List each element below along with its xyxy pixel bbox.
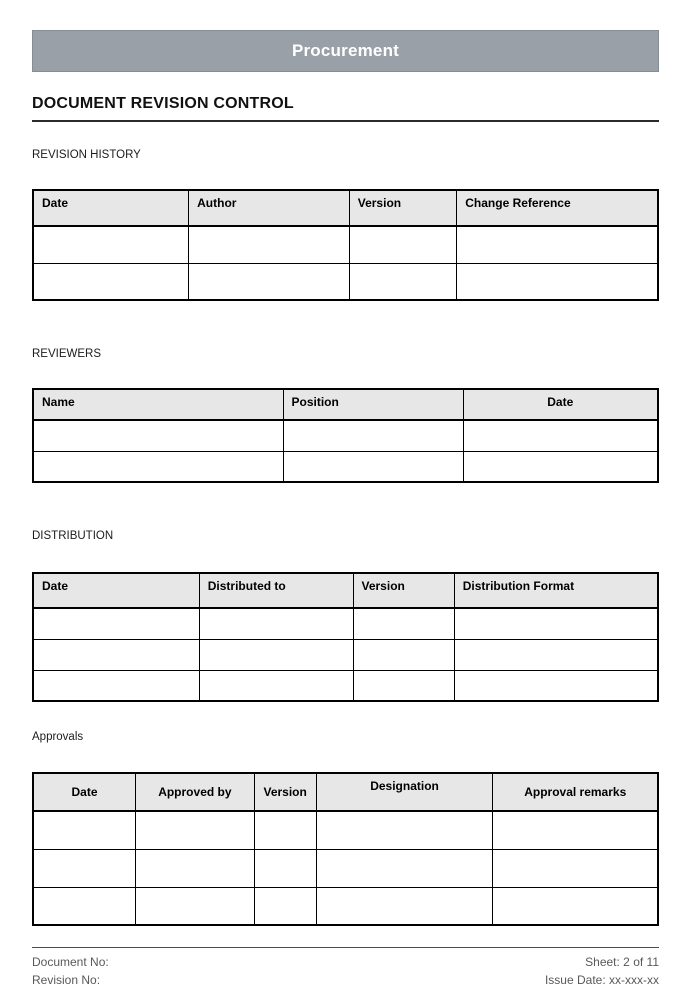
issue-date-label: Issue Date: xx-xxx-xx	[544, 973, 659, 987]
empty-cell	[33, 811, 136, 849]
header-row	[33, 190, 658, 226]
revision-no-label: Revision No:	[32, 973, 101, 987]
header-cell-position: Position	[283, 389, 463, 420]
empty-cell	[33, 670, 199, 701]
empty-cell	[316, 811, 493, 849]
empty-cell	[457, 263, 658, 300]
page-footer	[32, 947, 659, 989]
table-row	[33, 639, 658, 670]
table-row	[33, 451, 658, 482]
empty-cell	[33, 887, 136, 925]
empty-cell	[316, 849, 493, 887]
header-cell-date: Date	[33, 773, 136, 811]
empty-cell	[254, 849, 316, 887]
empty-cell	[33, 608, 199, 639]
empty-cell	[353, 670, 454, 701]
revision-history-table	[32, 189, 659, 301]
empty-cell	[463, 451, 658, 482]
empty-cell	[136, 849, 255, 887]
header-cell-approved-by: Approved by	[136, 773, 255, 811]
table-row	[33, 226, 658, 263]
distribution-label: DISTRIBUTION	[32, 530, 114, 542]
empty-cell	[254, 811, 316, 849]
header-cell-date: Date	[33, 190, 189, 226]
table-row	[33, 849, 658, 887]
reviewers-label: REVIEWERS	[32, 348, 102, 360]
approvals-label: Approvals	[32, 731, 84, 743]
empty-cell	[33, 263, 189, 300]
table-row	[33, 887, 658, 925]
banner-title: Procurement	[291, 41, 400, 60]
procurement-banner	[32, 30, 659, 72]
table-row	[33, 420, 658, 451]
table-row	[33, 811, 658, 849]
empty-cell	[454, 608, 658, 639]
table-row	[33, 670, 658, 701]
empty-cell	[199, 670, 353, 701]
header-cell-date: Date	[33, 573, 199, 608]
header-cell-name: Name	[33, 389, 283, 420]
header-cell-version: Version	[254, 773, 316, 811]
header-cell-author: Author	[189, 190, 350, 226]
empty-cell	[353, 608, 454, 639]
empty-cell	[457, 226, 658, 263]
empty-cell	[349, 263, 457, 300]
header-cell-approval-remarks: Approval remarks	[493, 773, 658, 811]
header-row	[33, 389, 658, 420]
header-cell-distributed-to: Distributed to	[199, 573, 353, 608]
empty-cell	[136, 887, 255, 925]
header-cell-change-reference: Change Reference	[457, 190, 658, 226]
empty-cell	[353, 639, 454, 670]
empty-cell	[189, 226, 350, 263]
empty-cell	[283, 420, 463, 451]
distribution-table	[32, 572, 659, 702]
empty-cell	[33, 849, 136, 887]
approvals-table	[32, 772, 659, 926]
empty-cell	[33, 226, 189, 263]
document-no-label: Document No:	[32, 955, 109, 969]
revision-history-label: REVISION HISTORY	[32, 149, 141, 161]
empty-cell	[33, 420, 283, 451]
empty-cell	[493, 849, 658, 887]
header-cell-designation: Designation	[316, 773, 493, 811]
empty-cell	[33, 639, 199, 670]
empty-cell	[199, 639, 353, 670]
empty-cell	[254, 887, 316, 925]
footer-left	[32, 953, 109, 989]
header-cell-version: Version	[353, 573, 454, 608]
header-cell-distribution-format: Distribution Format	[454, 573, 658, 608]
sheet-label: Sheet: 2 of 11	[585, 955, 659, 969]
empty-cell	[493, 887, 658, 925]
header-cell-version: Version	[349, 190, 457, 226]
empty-cell	[283, 451, 463, 482]
empty-cell	[454, 639, 658, 670]
header-row	[33, 773, 658, 811]
reviewers-table	[32, 388, 659, 483]
empty-cell	[199, 608, 353, 639]
page-title: DOCUMENT REVISION CONTROL	[32, 95, 659, 122]
header-row	[33, 573, 658, 608]
header-cell-date: Date	[463, 389, 658, 420]
empty-cell	[493, 811, 658, 849]
empty-cell	[316, 887, 493, 925]
empty-cell	[136, 811, 255, 849]
empty-cell	[33, 451, 283, 482]
empty-cell	[349, 226, 457, 263]
table-row	[33, 608, 658, 639]
empty-cell	[454, 670, 658, 701]
footer-right	[545, 953, 659, 989]
table-row	[33, 263, 658, 300]
empty-cell	[463, 420, 658, 451]
empty-cell	[189, 263, 350, 300]
